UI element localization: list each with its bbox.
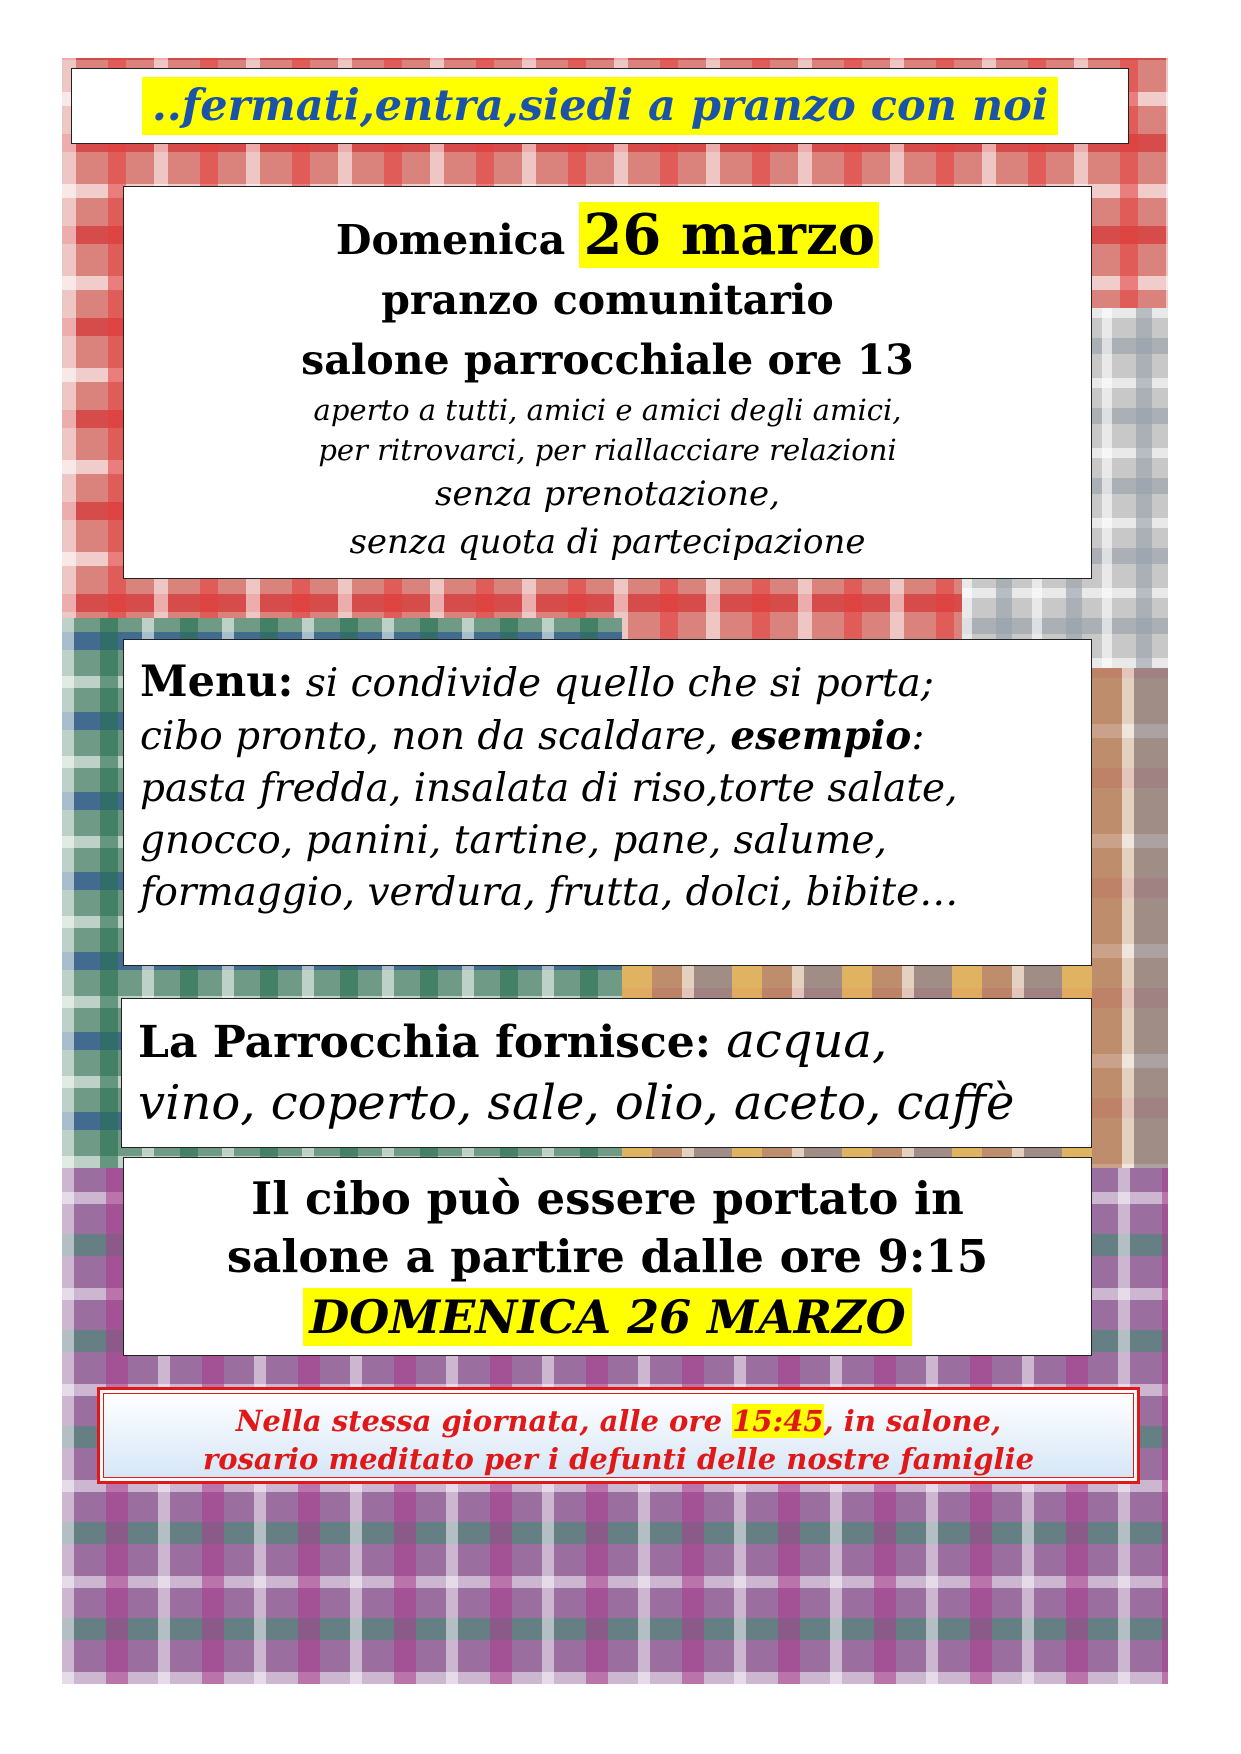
parish-items-b: vino, coperto, sale, olio, aceto, caffè: [138, 1075, 1015, 1131]
rosary-line2: rosario meditato per i defunti delle nostre famiglie: [202, 1442, 1035, 1476]
parish-items-a: acqua,: [726, 1013, 888, 1069]
menu-label: Menu:: [140, 657, 294, 707]
rosary-inner: [103, 1393, 1134, 1478]
menu-box: [123, 639, 1092, 966]
rosary-line1-b: , in salone,: [823, 1404, 1002, 1438]
event-place-time: salone parrocchiale ore 13: [301, 336, 914, 384]
rosary-time: 15:45: [732, 1404, 824, 1438]
menu-line4: gnocco, panini, tartine, pane, salume,: [140, 818, 887, 863]
menu-example: esempio: [730, 713, 912, 759]
parish-box: [121, 998, 1092, 1148]
menu-line2-text: cibo pronto, non da scaldare,: [140, 714, 731, 759]
drop-off-box: [123, 1157, 1092, 1356]
menu-line5: formaggio, verdura, frutta, dolci, bibite…: [140, 870, 959, 915]
rosary-box: [97, 1387, 1140, 1484]
slogan: ..fermati,entra,siedi a pranzo con noi: [142, 77, 1058, 135]
event-line2: per ritrovarci, per riallacciare relazioni: [318, 433, 897, 467]
event-date-line: [124, 202, 1091, 270]
parish-label: La Parrocchia fornisce:: [138, 1017, 711, 1068]
event-line3: senza prenotazione,: [435, 474, 780, 514]
event-box: [123, 186, 1092, 579]
menu-line1: [140, 656, 1079, 710]
drop-off-line2: salone a partire dalle ore 9:15: [226, 1230, 989, 1283]
menu-intro: si condivide quello che si porta;: [305, 661, 934, 706]
menu-line2-colon: :: [911, 714, 925, 759]
event-line1: aperto a tutti, amici e amici degli amici,: [313, 393, 902, 427]
drop-off-date: DOMENICA 26 MARZO: [303, 1288, 911, 1346]
day-label: Domenica: [335, 216, 566, 264]
menu-line2: [140, 710, 1079, 763]
event-date: 26 marzo: [579, 202, 879, 268]
parish-line1: [138, 1011, 1081, 1073]
menu-line3: pasta fredda, insalata di riso,torte salate,: [140, 766, 958, 811]
event-title: pranzo comunitario: [381, 276, 834, 324]
rosary-line1-a: Nella stessa giornata, alle ore: [235, 1404, 733, 1438]
event-line4: senza quota di partecipazione: [349, 522, 866, 562]
rosary-line1: [104, 1402, 1133, 1440]
drop-off-line1: Il cibo può essere portato in: [251, 1172, 964, 1225]
slogan-box: [71, 68, 1129, 144]
